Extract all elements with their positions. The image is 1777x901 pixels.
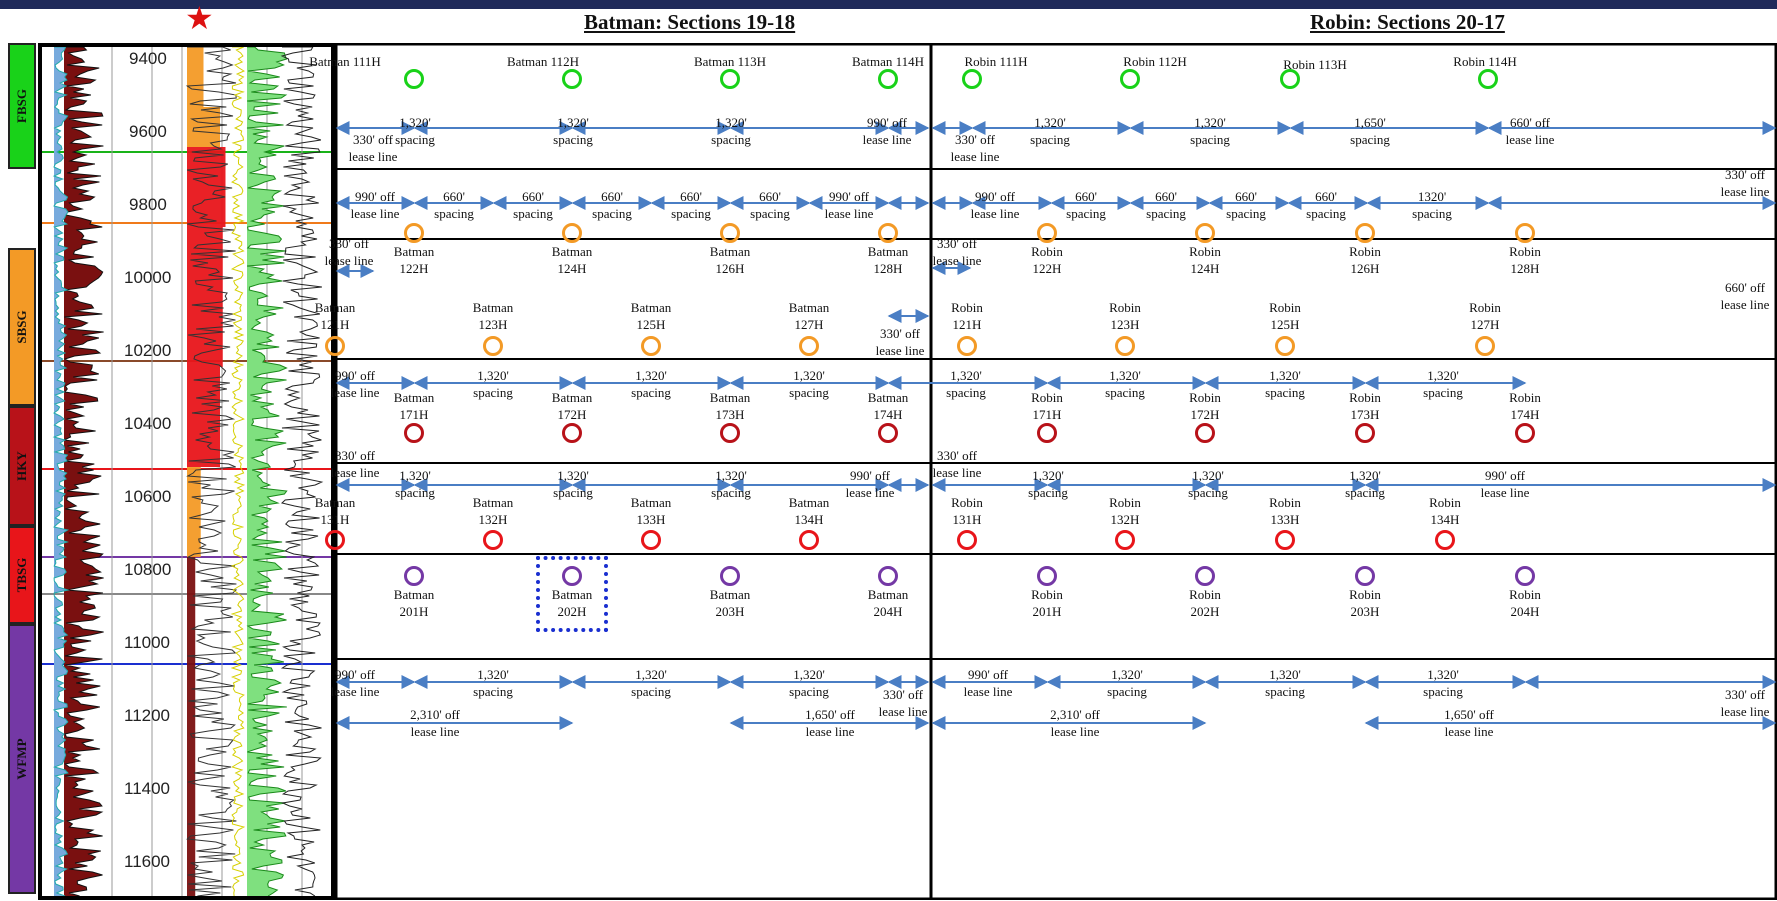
- depth-label: 11200: [124, 706, 171, 725]
- spacing-label: 330' off lease line: [330, 448, 380, 480]
- circle-icon: [878, 223, 898, 243]
- log-fill-block: [187, 47, 204, 107]
- spacing-label: 990' off lease line: [824, 189, 874, 221]
- circle-icon: [1515, 223, 1535, 243]
- spacing-label: 1,320' spacing: [946, 368, 986, 400]
- well-label: Robin 114H: [1453, 54, 1517, 69]
- zone-tab-fbsg: [8, 43, 36, 169]
- well-label: Robin 128H: [1509, 244, 1541, 276]
- spacing-label: 330' off lease line: [932, 448, 982, 480]
- circle-icon: [1515, 566, 1535, 586]
- spacing-label: 330' off lease line: [950, 132, 1000, 164]
- circle-icon: [404, 69, 424, 89]
- depth-label: 9600: [129, 122, 167, 141]
- circle-icon: [404, 223, 424, 243]
- spacing-label: 990' off lease line: [330, 368, 380, 400]
- well-label: Robin 131H: [951, 495, 983, 527]
- spacing-label: 660' spacing: [1226, 189, 1266, 221]
- circle-icon: [325, 530, 345, 550]
- spacing-label: 990' off lease line: [350, 189, 400, 221]
- spacing-label: 660' spacing: [592, 189, 632, 221]
- circle-icon: [1355, 223, 1375, 243]
- circle-icon: [878, 423, 898, 443]
- zone-label: WFMP: [14, 738, 29, 780]
- circle-icon: [720, 69, 740, 89]
- zone-tab-sbsg: [8, 248, 36, 406]
- circle-icon: [1515, 423, 1535, 443]
- well-label: Robin 171H: [1031, 390, 1063, 422]
- robin-header: Robin: Sections 20-17: [1310, 10, 1505, 34]
- spacing-label: 1,320' spacing: [1423, 667, 1463, 699]
- circle-icon: [404, 423, 424, 443]
- well-label: Batman 201H: [393, 587, 435, 619]
- well-label: Batman 134H: [788, 495, 830, 527]
- circle-icon: [1195, 223, 1215, 243]
- well-label: Robin 112H: [1123, 54, 1187, 69]
- depth-label: 10400: [124, 414, 172, 433]
- well-label: Batman 133H: [630, 495, 672, 527]
- spacing-label: 1320' spacing: [1412, 189, 1452, 221]
- depth-label: 10000: [124, 268, 172, 287]
- well-label: Batman 124H: [551, 244, 593, 276]
- circle-icon: [404, 566, 424, 586]
- circle-icon: [957, 530, 977, 550]
- spacing-label: 1,320' spacing: [473, 667, 513, 699]
- spacing-diagram: [309, 43, 1777, 900]
- circle-icon: [799, 336, 819, 356]
- spacing-label: 660' off lease line: [1720, 280, 1770, 312]
- zone-tab-hky: [8, 406, 36, 526]
- spacing-label: 1,320' spacing: [1265, 667, 1305, 699]
- spacing-label: 660' spacing: [1306, 189, 1346, 221]
- circle-icon: [1355, 566, 1375, 586]
- circle-icon: [325, 336, 345, 356]
- well-log-tracks: [42, 47, 331, 896]
- well-label: Robin 201H: [1031, 587, 1063, 619]
- spacing-label: 1,320' spacing: [1030, 115, 1070, 147]
- zone-tab-wfmp: [8, 624, 36, 894]
- well-label: Batman 122H: [393, 244, 435, 276]
- spacing-label: 990' off lease line: [845, 468, 895, 500]
- spacing-label: 990' off lease line: [1480, 468, 1530, 500]
- circle-icon: [799, 530, 819, 550]
- spacing-label: 660' spacing: [750, 189, 790, 221]
- spacing-label: 1,320' spacing: [1188, 468, 1228, 500]
- spacing-label: 330' off lease line: [348, 132, 398, 164]
- circle-icon: [1195, 566, 1215, 586]
- circle-icon: [562, 223, 582, 243]
- spacing-label: 660' off lease line: [1505, 115, 1555, 147]
- circle-icon: [1478, 69, 1498, 89]
- well-label: Robin 172H: [1189, 390, 1221, 422]
- spacing-label: 1,320' spacing: [631, 368, 671, 400]
- spacing-label: 2,310' off lease line: [1050, 707, 1100, 739]
- zone-label: FBSG: [14, 89, 29, 123]
- selected-well-highlight[interactable]: [536, 556, 608, 632]
- spacing-label: 1,320' spacing: [395, 115, 435, 147]
- well-label: Batman 202H: [551, 587, 593, 619]
- depth-label: 10800: [124, 560, 172, 579]
- depth-label: 9800: [129, 195, 167, 214]
- well-label: Batman 171H: [393, 390, 435, 422]
- log-fill-block: [187, 557, 195, 896]
- spacing-label: 660' spacing: [1146, 189, 1186, 221]
- spacing-label: 1,320' spacing: [711, 115, 751, 147]
- top-banner: [0, 0, 1777, 9]
- spacing-label: 1,320' spacing: [553, 468, 593, 500]
- circle-icon: [1115, 336, 1135, 356]
- well-label: Batman 174H: [867, 390, 909, 422]
- circle-icon: [483, 336, 503, 356]
- well-label: Robin 122H: [1031, 244, 1063, 276]
- well-label: Robin 121H: [951, 300, 983, 332]
- circle-icon: [641, 530, 661, 550]
- well-label: Batman 132H: [472, 495, 514, 527]
- circle-icon: [957, 336, 977, 356]
- well-label: Robin 204H: [1509, 587, 1541, 619]
- circle-icon: [878, 566, 898, 586]
- circle-icon: [1037, 566, 1057, 586]
- well-label: Batman 173H: [709, 390, 751, 422]
- circle-icon: [1037, 423, 1057, 443]
- circle-icon: [1037, 223, 1057, 243]
- circle-icon: [562, 423, 582, 443]
- spacing-label: 1,320' spacing: [711, 468, 751, 500]
- spacing-label: 1,320' spacing: [789, 667, 829, 699]
- well-label: Robin 127H: [1469, 300, 1501, 332]
- spacing-label: 1,650' off lease line: [1444, 707, 1494, 739]
- well-label: Batman 112H: [506, 54, 580, 69]
- spacing-label: 330' off lease line: [324, 236, 374, 268]
- well-label: Batman 128H: [867, 244, 909, 276]
- zone-label: SBSG: [14, 310, 29, 344]
- circle-icon: [720, 223, 740, 243]
- log-fill-block: [187, 467, 201, 557]
- circle-icon: [641, 336, 661, 356]
- circle-icon: [720, 566, 740, 586]
- spacing-label: 1,320' spacing: [1107, 667, 1147, 699]
- well-label: Robin 124H: [1189, 244, 1221, 276]
- well-label: Batman 123H: [472, 300, 514, 332]
- well-label: Robin 203H: [1349, 587, 1381, 619]
- well-label: Robin 174H: [1509, 390, 1541, 422]
- spacing-label: 1,320' spacing: [1190, 115, 1230, 147]
- well-label: Robin 125H: [1269, 300, 1301, 332]
- spacing-label: 1,320' spacing: [1105, 368, 1145, 400]
- spacing-label: 660' spacing: [434, 189, 474, 221]
- circle-icon: [483, 530, 503, 550]
- well-label: Batman 111H: [309, 54, 381, 69]
- well-label: Batman 172H: [551, 390, 593, 422]
- spacing-label: 1,320' spacing: [395, 468, 435, 500]
- well-label: Batman 203H: [709, 587, 751, 619]
- circle-icon: [1195, 423, 1215, 443]
- zone-label: HKY: [14, 451, 29, 481]
- spacing-label: 990' off lease line: [963, 667, 1013, 699]
- spacing-label: 1,320' spacing: [1345, 468, 1385, 500]
- spacing-label: 1,320' spacing: [1028, 468, 1068, 500]
- well-label: Batman 131H: [314, 495, 356, 527]
- star-icon: ★: [185, 0, 214, 36]
- circle-icon: [1435, 530, 1455, 550]
- spacing-label: 990' off lease line: [970, 189, 1020, 221]
- well-label: Robin 173H: [1349, 390, 1381, 422]
- well-label: Robin 134H: [1429, 495, 1461, 527]
- well-label: Batman 121H: [314, 300, 356, 332]
- depth-label: 11400: [124, 779, 171, 798]
- batman-header: Batman: Sections 19-18: [584, 10, 796, 34]
- circle-icon: [1120, 69, 1140, 89]
- well-label: Robin 111H: [964, 54, 1028, 69]
- spacing-label: 330' off lease line: [875, 326, 925, 358]
- spacing-label: 660' spacing: [671, 189, 711, 221]
- well-label: Robin 202H: [1189, 587, 1221, 619]
- spacing-label: 1,320' spacing: [1423, 368, 1463, 400]
- circle-icon: [562, 69, 582, 89]
- depth-label: 10200: [124, 341, 172, 360]
- well-label: Batman 114H: [851, 54, 925, 69]
- well-label: Batman 126H: [709, 244, 751, 276]
- spacing-label: 1,320' spacing: [631, 667, 671, 699]
- well-label: Robin 132H: [1109, 495, 1141, 527]
- circle-icon: [1275, 336, 1295, 356]
- circle-icon: [962, 69, 982, 89]
- spacing-label: 1,320' spacing: [553, 115, 593, 147]
- well-label: Batman 127H: [788, 300, 830, 332]
- spacing-label: 990' off lease line: [330, 667, 380, 699]
- spacing-label: 1,650' spacing: [1350, 115, 1390, 147]
- circle-icon: [1275, 530, 1295, 550]
- circle-icon: [1280, 69, 1300, 89]
- well-label: Batman 125H: [630, 300, 672, 332]
- spacing-label: 330' off lease line: [878, 687, 928, 719]
- spacing-label: 1,320' spacing: [473, 368, 513, 400]
- spacing-label: 1,320' spacing: [1265, 368, 1305, 400]
- spacing-label: 660' spacing: [513, 189, 553, 221]
- well-label: Robin 113H: [1283, 57, 1347, 72]
- spacing-label: 990' off lease line: [862, 115, 912, 147]
- yellow-trace: [232, 47, 244, 896]
- depth-label: 11000: [124, 633, 171, 652]
- spacing-label: 1,650' off lease line: [805, 707, 855, 739]
- well-label: Robin 123H: [1109, 300, 1141, 332]
- zone-label: TBSG: [14, 557, 29, 593]
- well-label: Batman 204H: [867, 587, 909, 619]
- well-label: Batman 113H: [693, 54, 767, 69]
- depth-label: 11600: [124, 852, 171, 871]
- spacing-label: 330' off lease line: [932, 236, 982, 268]
- zone-tab-tbsg: [8, 526, 36, 624]
- well-label: Robin 133H: [1269, 495, 1301, 527]
- circle-icon: [1355, 423, 1375, 443]
- spacing-label: 330' off lease line: [1720, 687, 1770, 719]
- circle-icon: [720, 423, 740, 443]
- spacing-label: 330' off lease line: [1720, 167, 1770, 199]
- well-log-panel: [38, 43, 335, 900]
- circle-icon: [1115, 530, 1135, 550]
- spacing-label: 2,310' off lease line: [410, 707, 460, 739]
- depth-label: 9400: [129, 49, 167, 68]
- depth-label: 10600: [124, 487, 172, 506]
- well-label: Robin 126H: [1349, 244, 1381, 276]
- spacing-label: 660' spacing: [1066, 189, 1106, 221]
- circle-icon: [1475, 336, 1495, 356]
- spacing-label: 1,320' spacing: [789, 368, 829, 400]
- circle-icon: [878, 69, 898, 89]
